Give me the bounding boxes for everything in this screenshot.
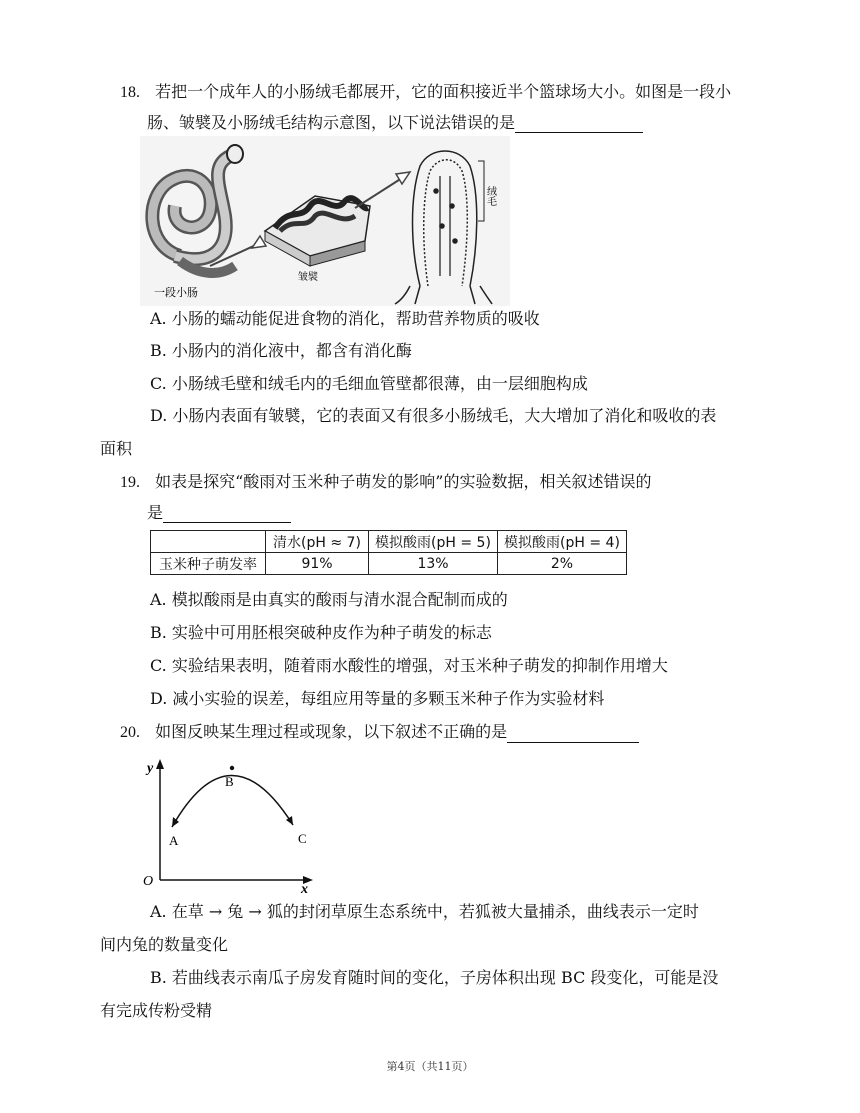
q19-answer-blank[interactable]	[163, 506, 291, 523]
q18-stem-text2: 肠、皱襞及小肠绒毛结构示意图，以下说法错误的是	[147, 113, 516, 132]
point-b-label: B	[225, 774, 234, 789]
table-header-cell	[151, 531, 266, 553]
curve-arrow-a	[172, 817, 179, 827]
q20-stem-line	[120, 722, 639, 743]
q20-stem-text: 如图反映某生理过程或现象，以下叙述不正确的是	[155, 722, 508, 741]
q19-stem-text2: 是	[147, 503, 164, 522]
point-a-label: A	[169, 833, 179, 848]
q19-option-d[interactable]: D. 减小实验的误差，每组应用等量的多颗玉米种子作为实验材料	[150, 689, 605, 708]
origin-label: O	[143, 874, 154, 889]
table-cell: 91%	[266, 553, 369, 575]
table-header-row	[151, 531, 627, 553]
q19-data-table	[150, 530, 627, 575]
page-footer: 第4页（共11页）	[386, 1060, 474, 1073]
q18-option-a[interactable]: A. 小肠的蠕动能促进食物的消化，帮助营养物质的吸收	[150, 309, 540, 328]
q20-number: 20.	[120, 724, 140, 741]
y-axis-arrow	[156, 759, 164, 769]
q18-stem-text1: 若把一个成年人的小肠绒毛都展开，它的面积接近半个篮球场大小。如图是一段小	[155, 82, 732, 101]
q20-option-b-line1[interactable]: B. 若曲线表示南瓜子房发育随时间的变化，子房体积出现 BC 段变化，可能是没	[150, 968, 719, 987]
table-row	[151, 553, 627, 575]
table-cell: 2%	[498, 553, 627, 575]
q19-option-c[interactable]: C. 实验结果表明，随着雨水酸性的增强，对玉米种子萌发的抑制作用增大	[150, 656, 668, 675]
table-cell: 13%	[369, 553, 498, 575]
table-header-cell: 清水(pH ≈ 7)	[266, 531, 369, 553]
q18-stem-line1	[120, 82, 731, 103]
x-axis-label: x	[301, 882, 308, 895]
q19-number: 19.	[120, 474, 140, 491]
y-axis-label: y	[147, 761, 154, 776]
villus-label: 绒毛	[484, 186, 496, 206]
q18-option-b[interactable]: B. 小肠内的消化液中，都含有消化酶	[150, 341, 412, 360]
q20-answer-blank[interactable]	[507, 726, 639, 743]
q20-graph	[135, 755, 320, 895]
q19-stem-text1: 如表是探究“酸雨对玉米种子萌发的影响”的实验数据，相关叙述错误的	[155, 472, 652, 491]
q20-option-a-line1[interactable]: A. 在草 → 兔 → 狐的封闭草原生态系统中，若狐被大量捕杀，曲线表示一定时	[150, 902, 699, 921]
table-cell: 玉米种子萌发率	[151, 553, 266, 575]
table-header-cell: 模拟酸雨(pH = 4)	[498, 531, 627, 553]
q18-option-d-line2[interactable]: 面积	[100, 439, 133, 458]
q18-stem-line2	[147, 113, 643, 133]
q18-figure	[140, 136, 510, 306]
q18-option-c[interactable]: C. 小肠绒毛壁和绒毛内的毛细血管壁都很薄，由一层细胞构成	[150, 374, 588, 393]
q19-option-b[interactable]: B. 实验中可用胚根突破种皮作为种子萌发的标志	[150, 623, 492, 642]
q19-stem-line1	[120, 472, 651, 493]
point-c-label: C	[298, 831, 307, 846]
fold-label: 皱襞	[298, 272, 318, 283]
q20-option-b-line2[interactable]: 有完成传粉受精	[100, 1001, 213, 1020]
peak-point-b	[230, 766, 234, 770]
intestine-label: 一段小肠	[154, 287, 198, 299]
table-header-cell: 模拟酸雨(pH = 5)	[369, 531, 498, 553]
q19-stem-line2	[147, 503, 291, 523]
q18-number: 18.	[120, 84, 140, 101]
q19-option-a[interactable]: A. 模拟酸雨是由真实的酸雨与清水混合配制而成的	[150, 590, 508, 609]
q20-option-a-line2[interactable]: 间内兔的数量变化	[100, 935, 229, 954]
q18-option-d-line1[interactable]: D. 小肠内表面有皱襞，它的表面又有很多小肠绒毛，大大增加了消化和吸收的表	[150, 406, 717, 425]
q18-answer-blank[interactable]	[515, 116, 643, 133]
curve-arrow-c	[286, 816, 293, 825]
